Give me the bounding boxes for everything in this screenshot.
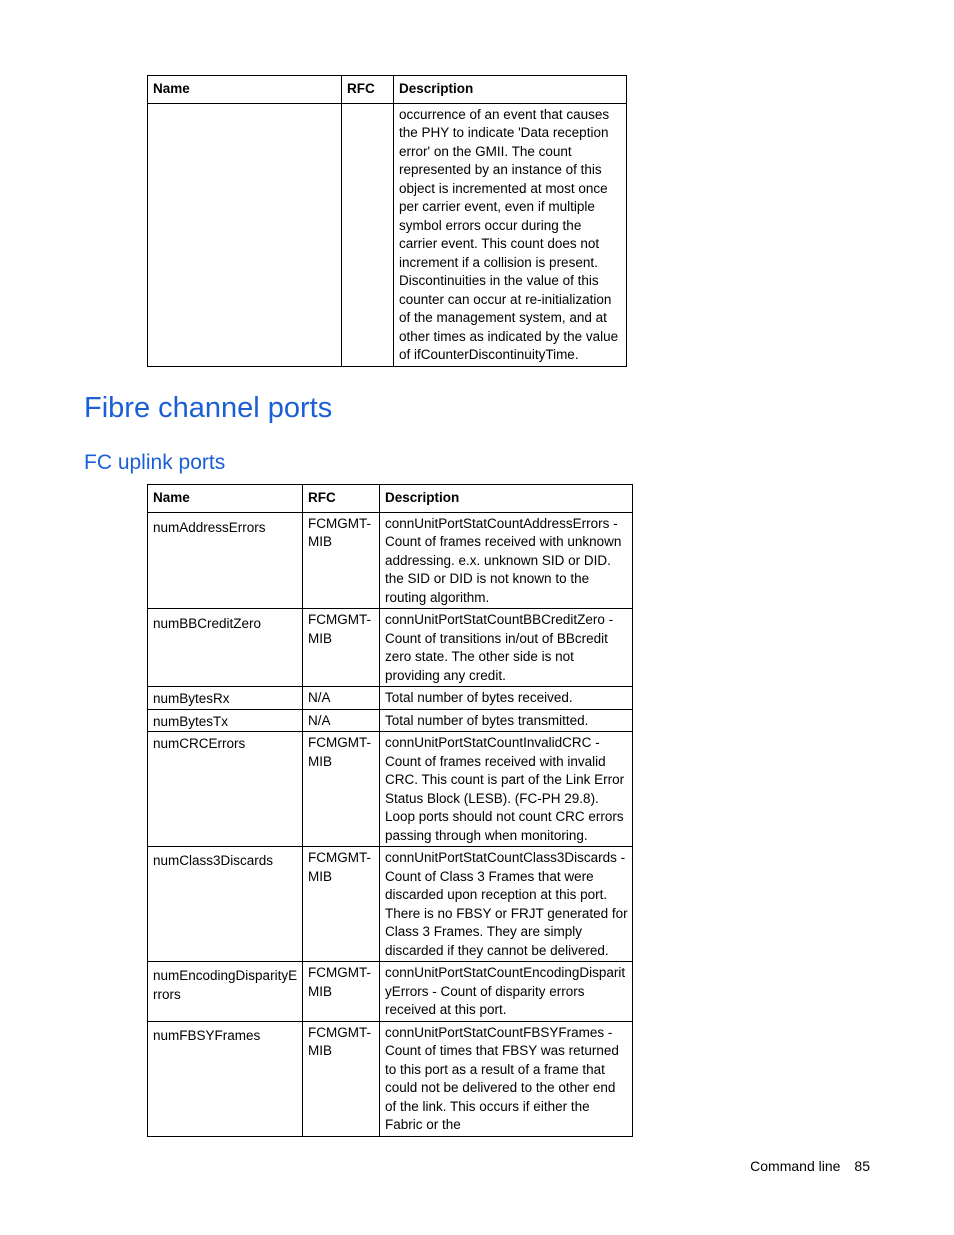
cell-rfc — [342, 103, 394, 366]
table-row — [148, 103, 627, 366]
cell-rfc: FCMGMT-MIB — [303, 609, 380, 687]
table-row — [148, 962, 633, 1022]
fc-uplink-ports-table — [147, 484, 633, 1137]
table-row — [148, 1021, 633, 1136]
cell-description: connUnitPortStatCountEncodingDisparityErrors - Count of disparity errors received at this port. — [380, 962, 633, 1022]
cell-name: numEncodingDisparityErrors — [148, 962, 303, 1022]
table-header-row — [148, 485, 633, 513]
cell-name: numBytesTx — [148, 709, 303, 732]
column-header-rfc: RFC — [342, 76, 394, 104]
cell-name: numBBCreditZero — [148, 609, 303, 687]
section-title: Fibre channel ports — [84, 392, 333, 424]
column-header-description: Description — [394, 76, 627, 104]
table-header-row — [148, 76, 627, 104]
page-footer — [750, 1158, 870, 1174]
footer-section-name: Command line — [750, 1158, 841, 1174]
mib-table-continued — [147, 75, 627, 367]
subsection-title: FC uplink ports — [84, 451, 226, 474]
cell-name: numAddressErrors — [148, 512, 303, 609]
cell-rfc: FCMGMT-MIB — [303, 732, 380, 847]
cell-description: connUnitPortStatCountAddressErrors - Count of frames received with unknown addressing. e.x. unknown SID or DID. the SID or DID is not known to the routing algorithm. — [380, 512, 633, 609]
column-header-rfc: RFC — [303, 485, 380, 513]
cell-name: numBytesRx — [148, 687, 303, 710]
cell-description: connUnitPortStatCountBBCreditZero - Count of transitions in/out of BBcredit zero state. The other side is not providing any credit. — [380, 609, 633, 687]
cell-rfc: N/A — [303, 687, 380, 710]
page-number: 85 — [854, 1158, 870, 1174]
cell-description: occurrence of an event that causes the PHY to indicate 'Data reception error' on the GMII. The count represented by an instance of this object is incremented at most once per carrier event, even if multiple symbol errors occur during the carrier event. This count does not increment if a collision is present. Discontinuities in the value of this counter can occur at re-initialization of the management system, and at other times as indicated by the value of ifCounterDiscontinuityTime. — [394, 103, 627, 366]
cell-rfc: FCMGMT-MIB — [303, 962, 380, 1022]
table-row — [148, 847, 633, 962]
cell-description: Total number of bytes received. — [380, 687, 633, 710]
cell-rfc: FCMGMT-MIB — [303, 847, 380, 962]
column-header-name: Name — [148, 76, 342, 104]
table-row — [148, 512, 633, 609]
cell-description: connUnitPortStatCountInvalidCRC - Count of frames received with invalid CRC. This count is part of the Link Error Status Block (LESB). (FC-PH 29.8). Loop ports should not count CRC errors passing through when monitoring. — [380, 732, 633, 847]
cell-description: connUnitPortStatCountClass3Discards - Count of Class 3 Frames that were discarded upon reception at this port. There is no FBSY or FRJT generated for Class 3 Frames. They are simply discarded if they cannot be delivered. — [380, 847, 633, 962]
cell-rfc: N/A — [303, 709, 380, 732]
cell-name: numFBSYFrames — [148, 1021, 303, 1136]
table-row — [148, 732, 633, 847]
cell-description: Total number of bytes transmitted. — [380, 709, 633, 732]
cell-name — [148, 103, 342, 366]
table-row — [148, 709, 633, 732]
cell-rfc: FCMGMT-MIB — [303, 1021, 380, 1136]
column-header-name: Name — [148, 485, 303, 513]
cell-name: numCRCErrors — [148, 732, 303, 847]
cell-description: connUnitPortStatCountFBSYFrames - Count of times that FBSY was returned to this port as a result of a frame that could not be delivered to the other end of the link. This occurs if either the Fabric or the — [380, 1021, 633, 1136]
column-header-description: Description — [380, 485, 633, 513]
cell-name: numClass3Discards — [148, 847, 303, 962]
table-row — [148, 609, 633, 687]
cell-rfc: FCMGMT-MIB — [303, 512, 380, 609]
table-row — [148, 687, 633, 710]
